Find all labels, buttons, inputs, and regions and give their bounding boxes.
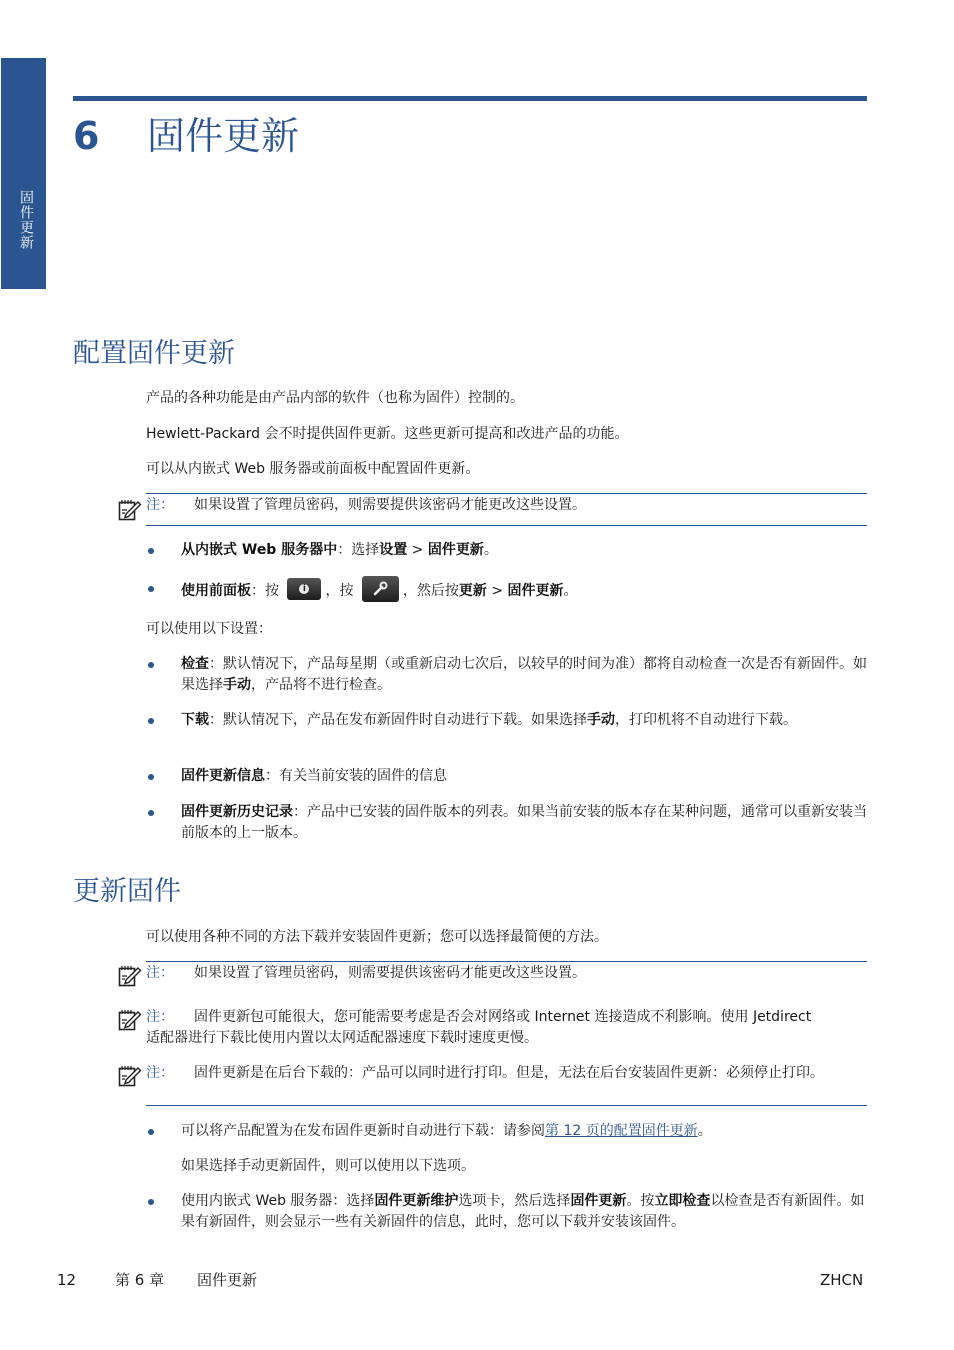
list-item-ews-method <box>146 540 868 562</box>
paragraph: 产品的各种功能是由产品内部的软件（也称为固件）控制的。 <box>146 390 524 406</box>
note-pencil-icon <box>118 1065 142 1087</box>
setting-desc: ：有关当前安装的固件的信息 <box>265 768 447 784</box>
list-item-setting-info <box>146 766 868 788</box>
note-rule <box>146 1105 867 1106</box>
note-text: 固件更新包可能很大，您可能需要考虑是否会对网络或 Internet 连接造成不利影响。使用 Jetdirect 适配器进行下载比使用内置以太网适配器速度下载时速度更慢。 <box>146 1009 812 1046</box>
bullet-dot <box>148 548 154 554</box>
list-item-setting-history <box>146 802 868 844</box>
note-label: 注： <box>146 1065 174 1081</box>
wrench-button-icon <box>362 576 399 602</box>
text: > <box>486 583 508 599</box>
text: 。 <box>697 1123 712 1139</box>
menu-path-update: 更新 <box>458 583 487 599</box>
side-tab-label: 固件更新 <box>18 190 34 250</box>
setting-term: 固件更新信息 <box>181 768 265 784</box>
note-box <box>118 961 867 991</box>
setting-desc: ，打印机将不自动进行下载。 <box>615 712 797 728</box>
note-box <box>118 1063 867 1106</box>
bullet-dot <box>148 1199 154 1205</box>
bullet-dot <box>148 586 154 592</box>
note-label: 注： <box>146 965 174 981</box>
bullet-dot <box>148 718 154 724</box>
menu-path-firmware-update: 固件更新 <box>427 542 484 558</box>
list-item-setting-check <box>146 654 868 696</box>
list-item-setting-download <box>146 710 868 752</box>
method-lead: 使用前面板 <box>181 583 251 599</box>
setting-desc: ，产品将不进行检查。 <box>251 677 391 693</box>
text: 以检查是否有新固件。如果有新固件，则会显示一些有关新固件的信息，此时，您可以下载并安装该固件。 <box>181 1193 865 1230</box>
text: 。按 <box>626 1193 655 1209</box>
text: ：按 <box>251 583 279 599</box>
paragraph: Hewlett-Packard 会不时提供固件更新。这些更新可提高和改进产品的功能。 <box>146 426 629 442</box>
note-box <box>118 493 867 526</box>
chapter-number: 6 <box>73 114 100 158</box>
text: 。 <box>483 542 498 558</box>
setting-term: 固件更新历史记录 <box>181 804 293 820</box>
footer-locale: ZHCN <box>820 1271 864 1289</box>
note-label: 注： <box>146 1009 174 1025</box>
note-text: 固件更新是在后台下载的：产品可以同时进行打印。但是，无法在后台安装固件更新：必须停止打印。 <box>194 1065 824 1081</box>
setting-option: 手动 <box>223 677 251 693</box>
note-text: 如果设置了管理员密码，则需要提供该密码才能更改这些设置。 <box>194 497 586 513</box>
text: ，然后按 <box>402 583 459 599</box>
note-rule <box>146 525 867 526</box>
note-box <box>118 1007 867 1051</box>
text: > <box>407 542 428 558</box>
note-pencil-icon <box>118 499 142 521</box>
note-text: 如果设置了管理员密码，则需要提供该密码才能更改这些设置。 <box>194 965 586 981</box>
bullet-dot <box>148 1129 154 1135</box>
footer-page-number: 12 <box>57 1271 77 1289</box>
text: ：选择 <box>337 542 380 558</box>
paragraph: 可以使用各种不同的方法下载并安装固件更新；您可以选择最简便的方法。 <box>146 929 608 945</box>
section-heading-configure: 配置固件更新 <box>73 338 235 369</box>
text: 使用内嵌式 Web 服务器：选择 <box>181 1193 375 1209</box>
setting-desc: ：产品中已安装的固件版本的列表。如果当前安装的版本存在某种问题，通常可以重新安装当前版本的上一版本。 <box>181 804 867 841</box>
note-pencil-icon <box>118 965 142 987</box>
setting-term: 下载 <box>181 712 209 728</box>
list-item-front-panel-method <box>146 578 868 604</box>
paragraph: 可以从内嵌式 Web 服务器或前面板中配置固件更新。 <box>146 461 480 477</box>
bullet-dot <box>148 810 154 816</box>
section-heading-update: 更新固件 <box>73 876 181 907</box>
chapter-title <box>73 112 299 160</box>
note-rule <box>146 493 867 494</box>
setting-desc: ：默认情况下，产品每星期（或重新启动七次后，以较早的时间为准）都将自动检查一次是否有新固件。如果选择 <box>181 656 867 693</box>
chapter-rule <box>73 96 867 101</box>
text: 选项卡，然后选择 <box>458 1193 571 1209</box>
tab-name: 固件更新维护 <box>374 1193 459 1209</box>
side-chapter-tab <box>1 58 46 289</box>
menu-path-settings: 设置 <box>379 542 408 558</box>
text: ，按 <box>325 583 354 599</box>
manual-intro: 如果选择手动更新固件，则可以使用以下选项。 <box>181 1158 475 1174</box>
text: 可以将产品配置为在发布固件更新时自动进行下载：请参阅 <box>181 1123 545 1139</box>
list-item-ews-update <box>146 1191 868 1233</box>
setting-term: 检查 <box>181 656 209 672</box>
footer-chapter-label: 第 6 章 <box>115 1271 165 1289</box>
setting-desc: ：默认情况下，产品在发布新固件时自动进行下载。如果选择 <box>209 712 587 728</box>
setting-option: 手动 <box>587 712 615 728</box>
bullet-dot <box>148 662 154 668</box>
bullet-dot <box>148 774 154 780</box>
method-lead: 从内嵌式 Web 服务器中 <box>181 542 338 558</box>
note-label: 注： <box>146 497 174 513</box>
text: 。 <box>563 583 578 599</box>
note-rule <box>146 961 867 962</box>
info-button-icon: i <box>287 578 321 600</box>
button-name: 立即检查 <box>654 1193 711 1209</box>
list-item-auto-download <box>146 1121 868 1143</box>
option-name: 固件更新 <box>570 1193 627 1209</box>
footer-chapter-title: 固件更新 <box>197 1271 258 1289</box>
chapter-name: 固件更新 <box>147 114 300 158</box>
note-pencil-icon <box>118 1009 142 1031</box>
menu-path-firmware-update: 固件更新 <box>507 583 564 599</box>
cross-reference-link[interactable]: 第 12 页的配置固件更新 <box>545 1123 698 1139</box>
settings-intro: 可以使用以下设置： <box>146 621 272 637</box>
